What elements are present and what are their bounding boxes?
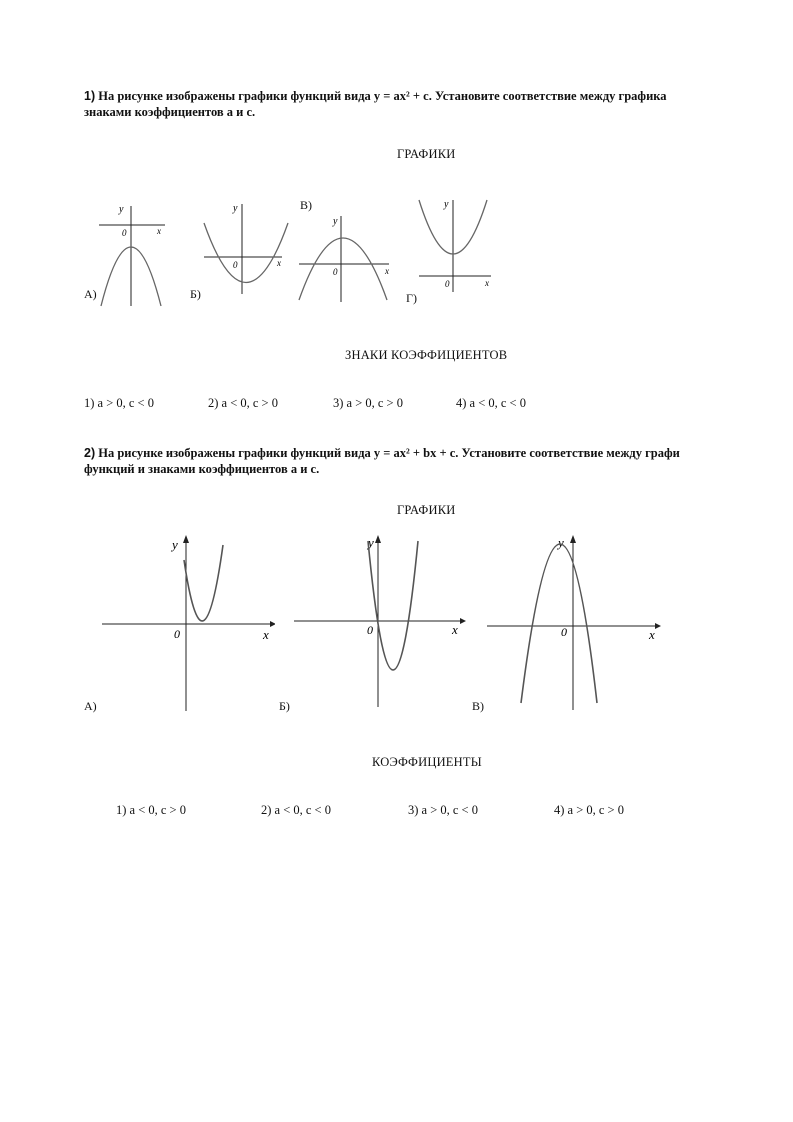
q2-graph-v-x-arrow bbox=[655, 623, 661, 629]
q2-graph-v-label: В) bbox=[472, 699, 484, 713]
q2-answer-2: 2) a < 0, c < 0 bbox=[261, 803, 331, 817]
q1-answer-4: 4) a < 0, c < 0 bbox=[456, 396, 526, 410]
q2-graph-a bbox=[100, 535, 275, 713]
q1-graph-v-y-label: y bbox=[333, 216, 338, 227]
q2-graph-a-x-label: x bbox=[263, 627, 269, 642]
q2-statement: На рисунке изображены графики функций вида y = ax² + bx + c. Установите соответствие между графи bbox=[98, 446, 680, 460]
q2-graph-v bbox=[485, 535, 665, 713]
q1-graph-v-origin: 0 bbox=[333, 267, 338, 277]
q2-answer-3: 3) a > 0, c < 0 bbox=[408, 803, 478, 817]
q2-graph-a-parabola bbox=[184, 545, 223, 621]
q2-graph-b-parabola bbox=[368, 541, 418, 670]
q1-number: 1) bbox=[84, 89, 96, 103]
q2-answer-4: 4) a > 0, c > 0 bbox=[554, 803, 624, 817]
q1-graph-v bbox=[295, 212, 395, 304]
q1-graph-a bbox=[95, 198, 175, 308]
q1-graph-a-origin: 0 bbox=[122, 228, 127, 238]
q1-graph-g-label: Г) bbox=[406, 291, 417, 305]
q1-graph-a-x-label: x bbox=[157, 226, 161, 236]
q1-graph-b-label: Б) bbox=[190, 287, 201, 301]
q2-text-line1 bbox=[84, 445, 680, 461]
q2-graph-b-origin: 0 bbox=[367, 623, 373, 637]
q1-answer-2: 2) a < 0, c > 0 bbox=[208, 396, 278, 410]
q1-statement: На рисунке изображены графики функций вида y = ax² + c. Установите соответствие между графика bbox=[98, 89, 667, 103]
q2-graph-b-y-arrow bbox=[375, 535, 381, 543]
q2-graph-b-x-label: x bbox=[452, 622, 458, 637]
q1-text-line2: знаками коэффициентов a и c. bbox=[84, 105, 256, 119]
q2-graph-a-origin: 0 bbox=[174, 627, 180, 641]
q2-graph-b-label: Б) bbox=[279, 699, 290, 713]
q2-graph-a-y-arrow bbox=[183, 535, 189, 543]
q1-graph-v-x-label: x bbox=[385, 266, 389, 276]
q1-graph-g-x-label: x bbox=[485, 278, 489, 288]
q1-signs-heading: ЗНАКИ КОЭФФИЦИЕНТОВ bbox=[345, 348, 508, 362]
q2-graph-v-parabola bbox=[521, 544, 597, 703]
q2-graph-a-y-label: y bbox=[172, 537, 178, 552]
q2-graph-v-x-label: x bbox=[649, 627, 655, 642]
q2-graph-v-y-arrow bbox=[570, 535, 576, 543]
q1-graph-b-y-label: y bbox=[233, 203, 238, 214]
q2-number: 2) bbox=[84, 446, 96, 460]
q1-graph-a-y-label: y bbox=[119, 204, 124, 215]
q2-graph-b-x-arrow bbox=[460, 618, 466, 624]
q2-coeffs-heading: КОЭФФИЦИЕНТЫ bbox=[372, 755, 482, 769]
q1-graph-g bbox=[415, 196, 495, 294]
q2-graph-b bbox=[292, 535, 467, 713]
q1-graphs-heading: ГРАФИКИ bbox=[397, 147, 456, 161]
q2-text-line2: функций и знаками коэффициентов a и c. bbox=[84, 462, 320, 476]
q2-graph-a-label: А) bbox=[84, 699, 97, 713]
q2-answer-1: 1) a < 0, c > 0 bbox=[116, 803, 186, 817]
q2-graph-v-origin: 0 bbox=[561, 625, 567, 639]
q1-graph-b-origin: 0 bbox=[233, 260, 238, 270]
q1-graph-v-parabola bbox=[299, 238, 387, 300]
q1-graph-b-x-label: x bbox=[277, 258, 281, 268]
q1-graph-a-label: А) bbox=[84, 287, 97, 301]
q2-graphs-heading: ГРАФИКИ bbox=[397, 503, 456, 517]
q1-graph-g-origin: 0 bbox=[445, 279, 450, 289]
q1-text-line1 bbox=[84, 88, 667, 104]
q1-answer-1: 1) a > 0, c < 0 bbox=[84, 396, 154, 410]
q1-graph-b bbox=[200, 198, 290, 298]
q2-graph-b-y-label: y bbox=[368, 535, 374, 550]
q2-graph-v-y-label: y bbox=[558, 535, 564, 550]
q2-graph-a-x-arrow bbox=[270, 621, 275, 627]
q1-graph-b-parabola bbox=[204, 223, 288, 283]
q1-graph-v-label: В) bbox=[300, 198, 312, 212]
q1-answer-3: 3) a > 0, c > 0 bbox=[333, 396, 403, 410]
q1-graph-g-y-label: y bbox=[444, 199, 449, 210]
